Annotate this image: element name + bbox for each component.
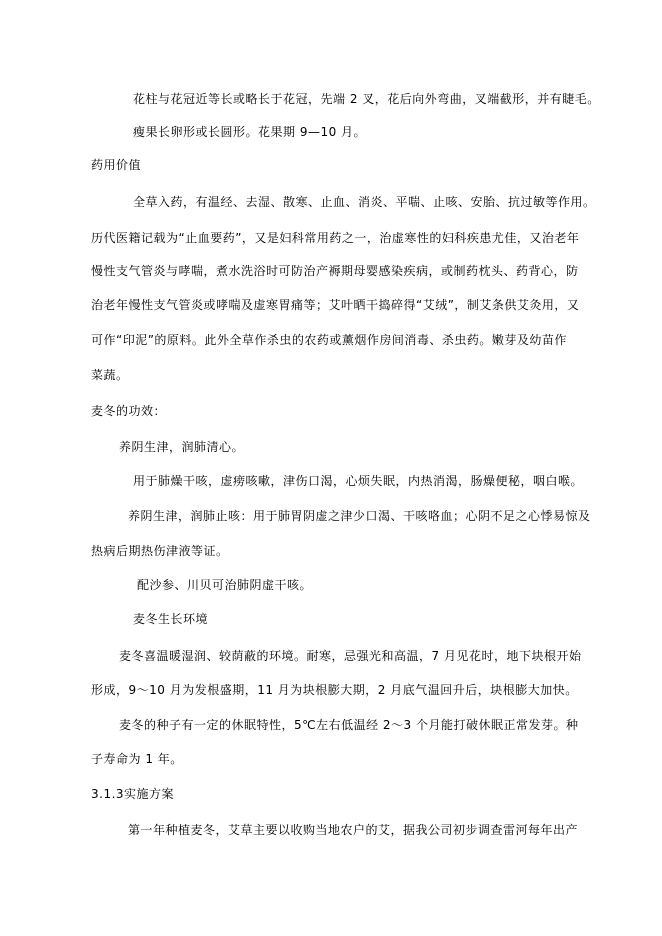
paragraph-seed-line-1: 麦冬的种子有一定的休眠特性，5℃左右低温经 2～3 个月能打破休眠正常发芽。种 [119,718,579,732]
paragraph-environment-line-2: 形成，9～10 月为发根盛期，11 月为块根膨大期，2 月底气温回升后，块根膨大加快。 [91,683,578,697]
paragraph-fruit-line-1: 瘦果长卵形或长圆形。花果期 9—10 月。 [133,125,367,139]
paragraph-medicinal-line-4: 治老年慢性支气管炎或哮喘及虚寒胃痛等；艾叶晒干捣碎得“艾绒”，制艾条供艾灸用，又 [91,298,580,312]
paragraph-medicinal-line-6: 菜蔬。 [91,368,129,382]
heading-medicinal-value: 药用价值 [91,158,142,172]
paragraph-seed-line-2: 子寿命为 1 年。 [91,752,183,766]
paragraph-effects-line-4: 热病后期热伤津液等证。 [91,544,229,558]
paragraph-effects-line-5: 配沙参、川贝可治肺阴虚干咳。 [137,578,313,592]
heading-implementation-plan: 3.1.3实施方案 [91,787,175,801]
paragraph-medicinal-line-3: 慢性支气管炎与哮喘，煮水洗浴时可防治产褥期母婴感染疾病，或制药枕头、药背心，防 [91,264,579,278]
heading-ophiopogon-effects: 麦冬的功效： [91,404,167,418]
paragraph-medicinal-line-1: 全草入药，有温经、去湿、散寒、止血、消炎、平喘、止咳、安胎、抗过敏等作用。 [133,195,596,209]
paragraph-plan-line-1: 第一年种植麦冬，艾草主要以收购当地农户的艾，据我公司初步调查雷河每年出产 [128,823,579,837]
paragraph-medicinal-line-5: 可作“印泥”的原料。此外全草作杀虫的农药或薰烟作房间消毒、杀虫药。嫩芽及幼苗作 [91,333,567,347]
paragraph-medicinal-line-2: 历代医籍记载为“止血要药”，又是妇科常用药之一，治虚寒性的妇科疾患尤佳，又治老年 [91,231,580,245]
paragraph-style-line-1: 花柱与花冠近等长或略长于花冠，先端 2 叉，花后向外弯曲，叉端截形，并有睫毛。 [133,92,600,106]
paragraph-effects-line-2: 用于肺燥干咳，虚痨咳嗽，津伤口渴，心烦失眠，内热消渴，肠燥便秘，咽白喉。 [133,474,584,488]
paragraph-effects-line-1: 养阴生津，润肺清心。 [119,440,245,454]
paragraph-environment-line-1: 麦冬喜温暖湿润、较荫蔽的环境。耐寒，忌强光和高温，7 月见花时，地下块根开始 [119,649,582,663]
heading-growth-environment: 麦冬生长环境 [133,612,209,626]
paragraph-effects-line-3: 养阴生津，润肺止咳：用于肺胃阴虚之津少口渴、干咳咯血；心阴不足之心悸易惊及 [128,509,591,523]
